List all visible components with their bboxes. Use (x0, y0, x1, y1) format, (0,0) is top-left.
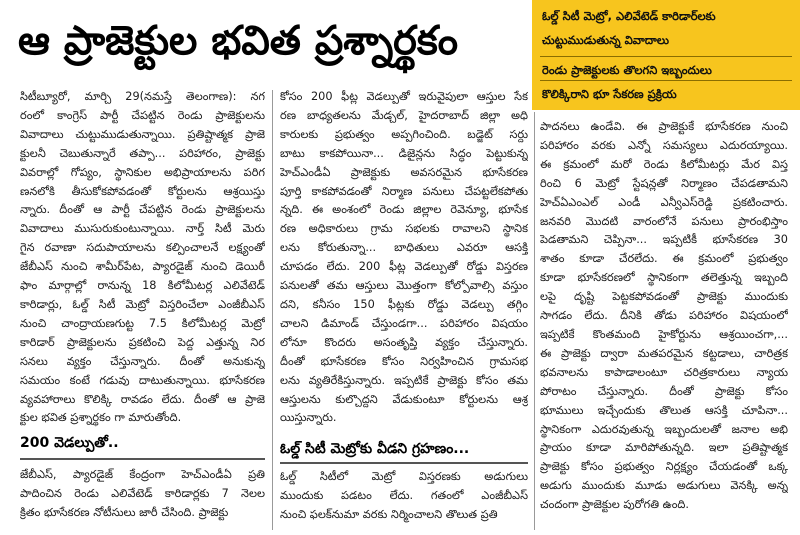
deck-line-3: రెండు ప్రాజెక్టులకు తొలగని ఇబ్బందులు (542, 63, 712, 77)
text-line: రణ బాధ్యతలను మేడ్చల్‌, హైదరాబాద్‌ జిల్లా అధి (280, 108, 528, 122)
text-line: స్థానికంగా ఎదురవుతున్న ఇబ్బందులతో జనాల అభి (540, 422, 788, 436)
text-line: నుంచి చాంద్రాయణగుట్ట 7.5 కిలోమీటర్ల మెట్రో (20, 316, 265, 330)
text-line: సాగడం లేదు. దీనికి తోడు పరిహారం విషయంలో (540, 309, 788, 323)
text-line: భూములు ఇచ్చేందుకు తొలుత ఆసక్తి చూపినా... (540, 403, 788, 417)
text-line: లను వ్యతిరేకిస్తున్నారు. ఇప్పటికే ప్రాజెక్టు కోసం తమ (280, 373, 528, 387)
text-line: నుంచి ఫలక్‌నుమా వరకు నిర్మించాలని తొలుత ప్రతి (280, 507, 498, 521)
text-line: ణనలోకి తీసుకోకపోవడంతో కోర్టులను ఆశ్రయిస్తు (20, 184, 265, 198)
text-line: పరిహారం వరకు ఎన్నో సమస్యలు ఎదురయ్యాయి. (540, 138, 788, 152)
article-column-2 (280, 88, 528, 433)
text-line: దని, కనీసం 150 ఫీట్లకు రోడ్డు వెడల్పు తగ్గిం (280, 297, 528, 311)
deck-divider (540, 80, 792, 81)
text-line: ఆస్తులను కుల్చొద్దని వేడుకుంటూ కోర్టులను ఆశ్ర (280, 392, 528, 406)
text-line: రణ అధికారులు గ్రామ సభలకు రావాలని స్థానిక (280, 222, 528, 236)
text-line: జనవరి మొదటి వారంలోనే పనులు ప్రారంభిస్తాం (540, 214, 788, 228)
text-line: వివాదాలు ముసురుకుంటున్నాయి. నార్త్‌ సిటీ మెరు (20, 222, 265, 236)
text-line: కూడా భూసేకరణలో స్థానికంగా తలెత్తున్న ఇబ్బంది (540, 271, 788, 285)
text-line: క్టుల భవిత ప్రశ్నార్థకం గా మారుతోంది. (20, 411, 182, 425)
article-column-1-continued (20, 466, 265, 535)
deck-divider (540, 56, 792, 57)
text-line: లపై దృష్టి పెట్టకపోవడంతో ప్రాజెక్టు ముందుకు (540, 290, 788, 304)
text-line: సమయం కంటే గడువు దాటుతున్నాయి. భూసేకరణ (20, 373, 265, 387)
deck-box (532, 0, 800, 110)
article-column-2-continued (280, 468, 528, 535)
text-line: ఇప్పటికే కొంతమంది హైకోర్టును ఆశ్రయించగా,... (540, 327, 788, 341)
text-line: కారిడార్‌ ప్రాజెక్టులను ప్రకటించి పెద్ద ఎత్తున్న నిర (20, 335, 265, 349)
text-line: హెచ్‌ఎండీఏ ప్రాజెక్టుకు అవసరమైన భూసేకరణ (280, 165, 528, 179)
deck-line-4: కొలిక్కిరాని భూ సేకరణ ప్రక్రియ (542, 87, 677, 101)
text-line: సనలు వ్యక్తం చేస్తున్నారు. దీంతో అనుకున్న (20, 354, 265, 368)
deck-line-1: ఓల్డ్ సిటీ మెట్రో, ఎలివేటెడ్ కారిడార్‌లకు (542, 9, 716, 23)
text-line: రించి 6 మెట్రో స్టేషన్లతో నిర్మాణం చేపడతామని (540, 176, 788, 190)
subheading-2: ఓల్డ్‌ సిటీ మెట్రోకు వీడని గ్రహణం... (280, 441, 470, 457)
text-line: యిస్తున్నారు. (280, 411, 337, 425)
text-line: క్టులనీ చెబుతున్నారే తప్పా... పరిహారం, ప్రాజెక్టు (20, 146, 265, 160)
text-line: ప్రాయం కూడా మారిపోతున్నది. ఇలా ప్రతిష్టాత్మక (540, 441, 788, 455)
text-line: న్నారు. దీంతో ఆ పార్టీ చేపట్టిన రెండు ప్రాజెక్టులను (20, 203, 265, 217)
column-divider (534, 112, 535, 530)
text-line: లను కోరుతున్నా... బాధితులు ఎవరూ ఆసక్తి (280, 241, 528, 255)
text-line: ఫాం మార్గాల్లో రానున్న 18 కిలోమీటర్ల ఎలివేటెడ్‌ (20, 279, 265, 293)
text-line: చాలని డిమాండ్‌ చేస్తుండగా... పరిహారం విషయం (280, 316, 528, 330)
text-line: పోరాటం చేస్తున్నారు. దీంతో ప్రాజెక్టు కోసం (540, 384, 788, 398)
text-line: న్నది. ఈ అంశంలో రెండు జిల్లాల రెవెన్యూ, భూసేక (280, 203, 528, 217)
article-column-3 (540, 118, 788, 535)
text-line: జేబీఎస్‌, ప్యారడైజ్‌ కేంద్రంగా హెచ్‌ఎండీఏ ప్రతి (20, 468, 265, 481)
text-line: క్రితం భూసేకరణ నోటీసులు జారీ చేసింది. ప్రాజెక్టు (20, 505, 229, 519)
text-line: అడుగు ముందుకు మూడు అడుగులు వెనక్కి అన్న (540, 479, 788, 493)
subheading-1: 200 వెడల్పుతో.. (20, 435, 119, 451)
text-line: ప్రాజెక్టు కోసం ప్రభుత్వం నిర్లక్ష్యం చేయడంతో ఒక్క (540, 460, 788, 474)
text-line: ఈ ప్రాజెక్టు ద్వారా మతపరమైన కట్టడాలు, చారిత్రక (540, 346, 788, 360)
column-divider (272, 90, 273, 530)
text-line: పెడతామని చెప్పినా... ఇప్పటికీ భూసేకరణ 30 (540, 233, 788, 247)
deck-line-2: చుట్టుముడుతున్న వివాదాలు (542, 33, 669, 47)
text-line: పాదించిన రెండు ఎలివేటెడ్‌ కారిడార్లకు 7 నెలల (20, 486, 265, 500)
text-line: కారిడార్లు, ఓల్డ్‌ సిటీ మెట్రో విస్తరించేలా ఎంజీబీఎస్‌ (20, 297, 265, 311)
text-line: బాటు కాకపోయినా... డిజైన్లను సిద్ధం పెట్టుకున్న (280, 146, 528, 160)
article-column-1 (20, 88, 265, 428)
text-line: ముందుకు పడటం లేదు. గతంలో ఎంజీబీఎస్‌ (280, 488, 528, 502)
text-line: ఓల్డ్‌ సిటీలో మెట్రో విస్తరణకు అడుగులు (280, 470, 528, 483)
text-line: శాతం కూడా చేరలేదు. ఈ క్రమంలో ప్రభుత్వం (540, 252, 788, 266)
text-line: వ్యవహారాలు కొలిక్కి రావడం లేదు. దీంతో ఆ ప్రాజె (20, 392, 265, 406)
text-line: గైన రవాణా సదుపాయాలను కల్పించాలనే లక్ష్యంతో (20, 241, 265, 255)
text-line: కోసం 200 ఫీట్ల వెడల్పుతో ఇరువైపులా ఆస్తుల సేక (280, 90, 528, 103)
text-line: జేబీఎస్‌ నుంచి శామీర్‌పేట, ప్యారడైజ్‌ నుంచి డెయిరీ (20, 260, 265, 274)
text-line: చూపడం లేదు. 200 ఫీట్ల వెడల్పుతో రోడ్డు విస్తరణ (280, 260, 528, 274)
headline: ఆ ప్రాజెక్టుల భవిత ప్రశ్నార్థకం (18, 18, 459, 64)
text-line: పాదనలు ఉండేవి. ఈ ప్రాజెక్టుకే భూసేకరణ నుంచి (540, 120, 788, 133)
text-line: ఈ క్రమంలో మరో రెండు కిలోమీటర్లు మేర విస్త (540, 157, 788, 171)
subheading-rule (280, 462, 528, 464)
text-line: భవనాలను కాపాడాలంటూ చరిత్రకారులు న్యాయ (540, 365, 788, 379)
text-line: చందంగా ప్రాజెక్టుల పురోగతి ఉంది. (540, 498, 689, 512)
text-line: హెచ్‌ఏఎంఎల్‌ ఎండీ ఎన్వీఎస్‌రెడ్డి ప్రకటించారు. (540, 195, 788, 209)
text-line: పనులతో తమ ఆస్తులు మొత్తంగా కోల్పోవాల్సి వస్తుం (280, 279, 528, 293)
text-line: వివాదాలు చుట్టుముడుతున్నాయి. ప్రతిష్టాత్మక ప్రాజె (20, 127, 265, 141)
text-line: పూర్తి కాకపోవడంతో నిర్మాణ పనులు చేపట్టలేకపోతు (280, 184, 528, 198)
text-line: రంలో కాంగ్రెస్‌ పార్టీ చేపట్టిన రెండు ప్రాజెక్టులను (20, 108, 265, 122)
text-line: దీంతో భూసేకరణ కోసం నిర్వహించిన గ్రామసభ (280, 354, 528, 368)
text-line: కారులకు ప్రభుత్వం అప్పగించింది. బడ్జెట్‌ సర్దు (280, 127, 528, 141)
text-line: సిటీబ్యూరో, మార్చి 29(నమస్తే తెలంగాణ): నగ (20, 90, 265, 103)
text-line: లోనూ కొందరు అసంతృప్తి వ్యక్తం చేస్తున్నారు. (280, 335, 528, 349)
subheading-rule (20, 458, 265, 460)
text-line: వివరాల్లో గోప్యం, స్థానికుల అభిప్రాయాలను పరిగ (20, 165, 265, 179)
